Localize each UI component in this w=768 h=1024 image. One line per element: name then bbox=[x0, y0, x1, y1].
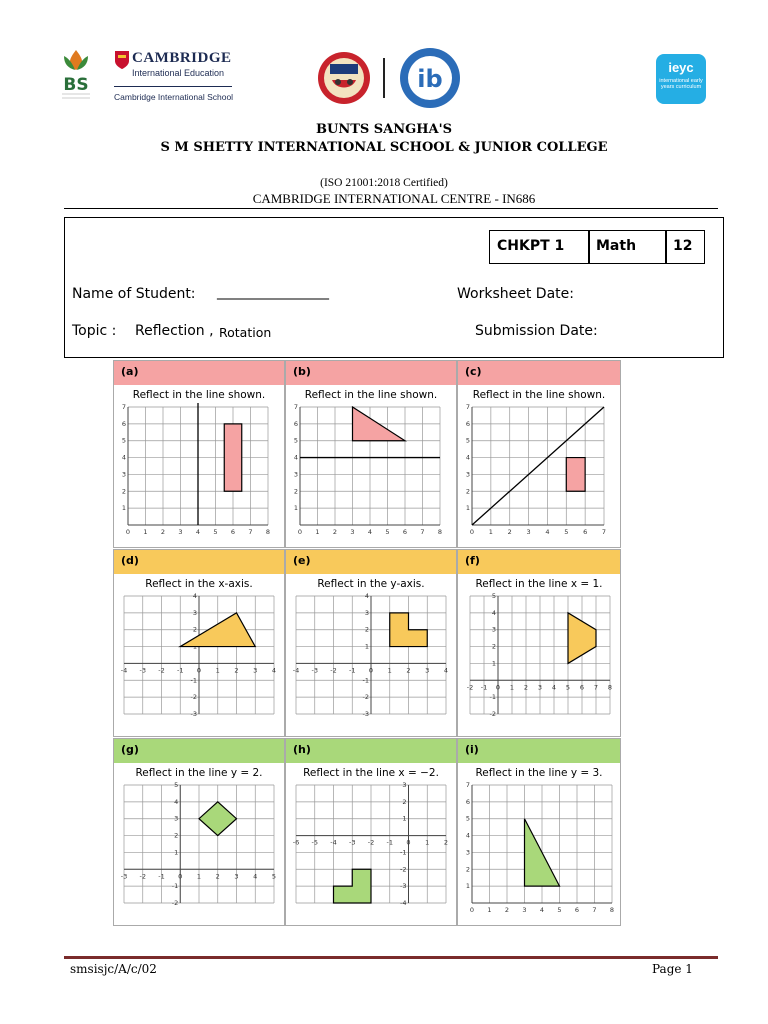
svg-text:2: 2 bbox=[507, 528, 512, 536]
topic-sub: Rotation bbox=[219, 325, 272, 340]
school-name-line1: BUNTS SANGHA'S bbox=[316, 122, 452, 137]
student-name-label: Name of Student: bbox=[72, 286, 196, 302]
cambridge-logo bbox=[110, 50, 240, 106]
footer-rule bbox=[64, 956, 718, 959]
problem-label: (b) bbox=[286, 361, 456, 385]
cambridge-shield-icon bbox=[114, 50, 130, 70]
svg-text:-3: -3 bbox=[139, 666, 146, 675]
shape-to-reflect bbox=[199, 802, 237, 836]
problem-panel bbox=[457, 360, 621, 548]
problem-instruction: Reflect in the y-axis. bbox=[317, 578, 425, 590]
svg-text:8: 8 bbox=[265, 528, 271, 536]
svg-text:2: 2 bbox=[402, 797, 407, 806]
svg-text:6: 6 bbox=[583, 528, 588, 536]
svg-text:5: 5 bbox=[271, 872, 277, 881]
svg-text:-2: -2 bbox=[158, 666, 165, 675]
svg-text:-3: -3 bbox=[190, 710, 197, 718]
svg-text:7: 7 bbox=[293, 403, 298, 411]
problem-panel bbox=[285, 549, 457, 737]
svg-text:4: 4 bbox=[192, 592, 197, 600]
svg-text:-1: -1 bbox=[480, 683, 488, 692]
svg-text:-4: -4 bbox=[400, 899, 407, 907]
problem-panel bbox=[113, 738, 285, 926]
svg-text:4: 4 bbox=[545, 528, 550, 536]
svg-text:-2: -2 bbox=[489, 710, 496, 718]
student-name-field[interactable]: ________________ bbox=[217, 284, 329, 300]
svg-text:1: 1 bbox=[487, 906, 492, 914]
coordinate-grid bbox=[114, 592, 286, 742]
bunts-sangha-logo bbox=[58, 48, 94, 104]
svg-text:4: 4 bbox=[364, 592, 369, 600]
svg-text:4: 4 bbox=[443, 666, 449, 675]
cambridge-subtitle: International Education bbox=[132, 68, 225, 78]
svg-text:-3: -3 bbox=[120, 872, 128, 881]
shape-to-reflect bbox=[390, 613, 428, 647]
svg-text:-1: -1 bbox=[349, 666, 356, 675]
problem-label: (c) bbox=[458, 361, 620, 385]
grade-cell: 12 bbox=[665, 230, 705, 264]
svg-text:3: 3 bbox=[293, 470, 298, 479]
svg-text:4: 4 bbox=[195, 528, 201, 536]
svg-text:3: 3 bbox=[174, 814, 179, 823]
svg-text:-1: -1 bbox=[386, 838, 393, 847]
svg-text:-2: -2 bbox=[330, 666, 337, 675]
svg-text:5: 5 bbox=[465, 814, 470, 823]
problem-panel bbox=[285, 360, 457, 548]
svg-text:5: 5 bbox=[174, 781, 179, 789]
svg-text:1: 1 bbox=[491, 659, 496, 668]
svg-text:0: 0 bbox=[469, 528, 475, 536]
svg-text:2: 2 bbox=[364, 625, 369, 634]
svg-text:1: 1 bbox=[174, 848, 179, 857]
worksheet-date-label: Worksheet Date: bbox=[457, 286, 574, 302]
svg-text:4: 4 bbox=[539, 906, 545, 914]
svg-text:3: 3 bbox=[425, 666, 430, 675]
cambridge-name: CAMBRIDGE bbox=[132, 50, 232, 66]
svg-text:3: 3 bbox=[178, 528, 183, 536]
svg-text:5: 5 bbox=[565, 683, 571, 692]
svg-text:5: 5 bbox=[465, 436, 470, 445]
svg-text:5: 5 bbox=[121, 436, 126, 445]
svg-text:3: 3 bbox=[491, 625, 496, 634]
svg-text:1: 1 bbox=[402, 814, 407, 823]
coordinate-grid bbox=[286, 781, 458, 931]
svg-text:2: 2 bbox=[504, 906, 510, 914]
svg-text:0: 0 bbox=[469, 906, 475, 914]
svg-text:0: 0 bbox=[368, 666, 374, 675]
svg-text:-4: -4 bbox=[330, 838, 337, 847]
svg-text:3: 3 bbox=[465, 848, 470, 857]
svg-text:7: 7 bbox=[465, 403, 470, 411]
svg-text:7: 7 bbox=[420, 528, 425, 536]
problem-label: (a) bbox=[114, 361, 284, 385]
svg-text:-4: -4 bbox=[120, 666, 128, 675]
svg-text:4: 4 bbox=[121, 453, 126, 462]
svg-text:-3: -3 bbox=[349, 838, 356, 847]
svg-text:1: 1 bbox=[465, 504, 470, 513]
problem-panel bbox=[113, 549, 285, 737]
problem-instruction: Reflect in the line shown. bbox=[472, 389, 606, 401]
cambridge-school: Cambridge International School bbox=[114, 92, 234, 102]
svg-text:1: 1 bbox=[315, 528, 320, 536]
svg-text:2: 2 bbox=[465, 865, 470, 874]
problem-instruction: Reflect in the line x = −2. bbox=[303, 767, 439, 779]
svg-text:1: 1 bbox=[196, 872, 202, 881]
checkpoint-cell: CHKPT 1 bbox=[489, 230, 590, 264]
svg-text:1: 1 bbox=[293, 504, 298, 513]
problem-label: (d) bbox=[114, 550, 284, 574]
svg-text:2: 2 bbox=[491, 642, 496, 651]
coordinate-grid bbox=[114, 403, 286, 553]
svg-text:6: 6 bbox=[230, 528, 236, 536]
svg-text:4: 4 bbox=[465, 453, 470, 462]
svg-text:4: 4 bbox=[271, 666, 277, 675]
submission-date-label: Submission Date: bbox=[475, 323, 598, 339]
svg-text:7: 7 bbox=[593, 683, 599, 692]
svg-text:7: 7 bbox=[248, 528, 253, 536]
svg-text:8: 8 bbox=[437, 528, 443, 536]
header-divider bbox=[64, 208, 718, 209]
svg-text:3: 3 bbox=[364, 608, 369, 617]
school-crest-logo bbox=[316, 50, 372, 106]
centre-code: CAMBRIDGE INTERNATIONAL CENTRE - IN686 bbox=[252, 191, 536, 206]
problem-instruction: Reflect in the line shown. bbox=[132, 389, 266, 401]
svg-text:-1: -1 bbox=[158, 872, 165, 881]
svg-text:2: 2 bbox=[332, 528, 338, 536]
svg-text:4: 4 bbox=[293, 453, 298, 462]
svg-text:3: 3 bbox=[350, 528, 355, 536]
svg-text:0: 0 bbox=[196, 666, 202, 675]
svg-text:8: 8 bbox=[609, 906, 615, 914]
svg-text:5: 5 bbox=[385, 528, 390, 536]
svg-text:5: 5 bbox=[213, 528, 218, 536]
svg-text:1: 1 bbox=[465, 882, 470, 891]
svg-text:-4: -4 bbox=[292, 666, 300, 675]
svg-text:2: 2 bbox=[234, 666, 239, 675]
svg-text:3: 3 bbox=[192, 608, 197, 617]
svg-text:-2: -2 bbox=[190, 693, 197, 702]
svg-text:-3: -3 bbox=[400, 882, 407, 891]
subject-cell: Math bbox=[588, 230, 667, 264]
svg-text:-2: -2 bbox=[139, 872, 146, 881]
coordinate-grid bbox=[286, 592, 458, 742]
svg-text:-3: -3 bbox=[362, 710, 369, 718]
svg-text:3: 3 bbox=[121, 470, 126, 479]
problem-panel bbox=[285, 738, 457, 926]
worksheet-problems bbox=[113, 360, 621, 926]
svg-text:-2: -2 bbox=[367, 838, 375, 847]
problem-instruction: Reflect in the line y = 2. bbox=[135, 767, 263, 779]
svg-text:3: 3 bbox=[522, 906, 527, 914]
svg-text:2: 2 bbox=[443, 838, 449, 847]
coordinate-grid bbox=[114, 781, 286, 931]
svg-text:6: 6 bbox=[293, 419, 298, 428]
svg-text:8: 8 bbox=[607, 683, 613, 692]
svg-text:1: 1 bbox=[215, 666, 220, 675]
svg-text:2: 2 bbox=[465, 487, 470, 496]
svg-text:3: 3 bbox=[234, 872, 239, 881]
problem-panel bbox=[113, 360, 285, 548]
svg-text:1: 1 bbox=[364, 642, 369, 651]
svg-text:0: 0 bbox=[297, 528, 303, 536]
svg-text:4: 4 bbox=[551, 683, 557, 692]
ieyc-logo: ieyc international early years curriculum bbox=[656, 54, 706, 104]
problem-label: (h) bbox=[286, 739, 456, 763]
problem-label: (f) bbox=[458, 550, 620, 574]
svg-text:3: 3 bbox=[253, 666, 258, 675]
svg-text:ib: ib bbox=[417, 65, 443, 93]
svg-text:1: 1 bbox=[143, 528, 148, 536]
svg-text:6: 6 bbox=[579, 683, 585, 692]
svg-text:1: 1 bbox=[509, 683, 515, 692]
svg-text:7: 7 bbox=[601, 528, 607, 536]
svg-text:2: 2 bbox=[160, 528, 166, 536]
problem-panel bbox=[457, 549, 621, 737]
svg-text:-1: -1 bbox=[190, 676, 197, 685]
coordinate-grid bbox=[286, 403, 458, 553]
svg-text:2: 2 bbox=[192, 625, 197, 634]
svg-text:2: 2 bbox=[215, 872, 220, 881]
svg-text:2: 2 bbox=[121, 487, 126, 496]
school-name-line2: S M SHETTY INTERNATIONAL SCHOOL & JUNIOR COLLEGE bbox=[160, 140, 608, 155]
svg-text:2: 2 bbox=[293, 487, 298, 496]
svg-text:3: 3 bbox=[537, 683, 543, 692]
page-number: Page 1 bbox=[652, 962, 693, 976]
svg-text:3: 3 bbox=[465, 470, 470, 479]
problem-instruction: Reflect in the line shown. bbox=[304, 389, 438, 401]
shape-to-reflect bbox=[224, 424, 242, 491]
coordinate-grid bbox=[458, 592, 622, 742]
svg-text:5: 5 bbox=[564, 528, 569, 536]
svg-text:BS: BS bbox=[63, 75, 89, 95]
svg-text:7: 7 bbox=[121, 403, 126, 411]
topic-label: Topic : bbox=[72, 323, 117, 339]
problem-panel bbox=[457, 738, 621, 926]
svg-text:-1: -1 bbox=[362, 676, 369, 685]
svg-text:6: 6 bbox=[465, 419, 470, 428]
problem-label: (e) bbox=[286, 550, 456, 574]
svg-text:-2: -2 bbox=[400, 865, 407, 874]
svg-text:-2: -2 bbox=[171, 899, 179, 907]
svg-text:-2: -2 bbox=[466, 683, 474, 692]
svg-text:3: 3 bbox=[402, 781, 407, 789]
svg-text:6: 6 bbox=[574, 906, 580, 914]
svg-text:2: 2 bbox=[406, 666, 411, 675]
svg-text:4: 4 bbox=[367, 528, 373, 536]
problem-label: (g) bbox=[114, 739, 284, 763]
problem-instruction: Reflect in the line x = 1. bbox=[475, 578, 603, 590]
shape-to-reflect bbox=[334, 869, 372, 903]
svg-text:6: 6 bbox=[402, 528, 408, 536]
svg-text:7: 7 bbox=[592, 906, 597, 914]
svg-text:7: 7 bbox=[465, 781, 470, 789]
svg-text:-5: -5 bbox=[311, 838, 318, 847]
svg-text:5: 5 bbox=[293, 436, 298, 445]
svg-text:4: 4 bbox=[174, 797, 179, 806]
svg-text:6: 6 bbox=[465, 797, 470, 806]
svg-text:1: 1 bbox=[425, 838, 430, 847]
svg-text:1: 1 bbox=[121, 504, 126, 513]
svg-text:0: 0 bbox=[178, 872, 183, 881]
svg-text:0: 0 bbox=[406, 838, 411, 847]
svg-text:4: 4 bbox=[465, 831, 470, 840]
svg-text:-2: -2 bbox=[362, 693, 369, 702]
topic-main: Reflection , bbox=[135, 323, 214, 339]
problem-instruction: Reflect in the line y = 3. bbox=[475, 767, 603, 779]
svg-text:4: 4 bbox=[491, 608, 496, 617]
svg-text:3: 3 bbox=[526, 528, 531, 536]
svg-text:0: 0 bbox=[495, 683, 501, 692]
problem-instruction: Reflect in the x-axis. bbox=[145, 578, 253, 590]
coordinate-grid bbox=[458, 403, 622, 553]
iso-certification: (ISO 21001:2018 Certified) bbox=[320, 177, 448, 189]
document-code: smsisjc/A/c/02 bbox=[70, 962, 157, 976]
svg-text:-1: -1 bbox=[171, 882, 179, 891]
svg-text:-1: -1 bbox=[177, 666, 184, 675]
svg-text:-1: -1 bbox=[400, 848, 407, 857]
shape-to-reflect bbox=[566, 458, 585, 492]
svg-text:6: 6 bbox=[121, 419, 126, 428]
svg-text:-6: -6 bbox=[292, 838, 300, 847]
svg-text:1: 1 bbox=[387, 666, 392, 675]
coordinate-grid bbox=[458, 781, 622, 931]
svg-text:5: 5 bbox=[557, 906, 562, 914]
svg-text:-3: -3 bbox=[311, 666, 318, 675]
svg-text:0: 0 bbox=[125, 528, 131, 536]
problem-label: (i) bbox=[458, 739, 620, 763]
svg-text:2: 2 bbox=[523, 683, 529, 692]
svg-text:1: 1 bbox=[488, 528, 493, 536]
svg-text:4: 4 bbox=[253, 872, 258, 881]
svg-text:2: 2 bbox=[174, 831, 179, 840]
svg-text:5: 5 bbox=[491, 592, 496, 600]
svg-text:-1: -1 bbox=[489, 693, 496, 702]
ib-logo bbox=[398, 46, 462, 110]
